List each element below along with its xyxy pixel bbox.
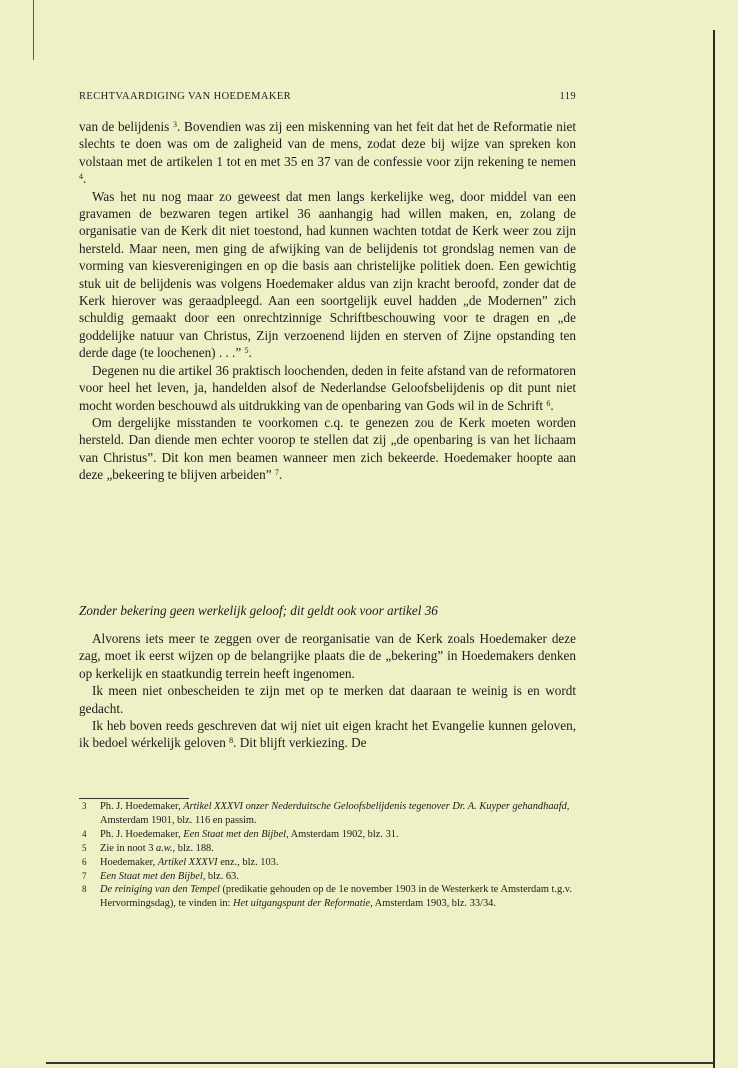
- footnote-ref[interactable]: 5: [244, 346, 249, 356]
- footnote: 8 De reiniging van den Tempel (predikatie gehouden op de 1e november 1903 in de Westerkerk te Amsterdam t.g.v. Hervormingsdag), te vinden in: Het uitgangspunt der Reformatie, Amsterdam 1903, blz. 33/34.: [82, 884, 572, 910]
- footnote-number: 6: [82, 856, 87, 867]
- paragraph: Om dergelijke misstanden te voorkomen c.q. te genezen zou de Kerk moeten worden hersteld. Dan diende men echter voorop te stellen dat zij „de openbaring is van het lichaam van Christus”. Dit kon men beamen wanneer men zich bekeerde. Hoedemaker hoopte aan deze „bekeering te blijven arbeiden” $^7$.: [79, 414, 576, 483]
- paragraph: Ik meen niet onbescheiden te zijn met op te merken dat daaraan te weinig is en wordt gedacht.: [79, 683, 576, 716]
- footnotes: [79, 800, 576, 911]
- scan-edge-bottom: [46, 1062, 714, 1064]
- footnote: 6 Hoedemaker, Artikel XXXVI enz., blz. 103.: [82, 856, 279, 868]
- paragraph: van de belijdenis $^3$. Bovendien was zij een miskenning van het feit dat het de Reformatie niet slechts te doen was om de zaligheid van de mens, zodat deze bij wijze van spreken kon volstaan met de artikelen 1 tot en met 35 en 37 van de confessie voor zijn rekening te nemen $^4$.: [79, 119, 577, 187]
- footnote-ref[interactable]: 7: [274, 468, 279, 478]
- footnote-divider: [79, 798, 189, 799]
- footnote: 3 Ph. J. Hoedemaker, Artikel XXXVI onzer Nederduitsche Geloofsbelijdenis tegenover Dr. A. Kuyper gehandhaafd, Amsterdam 1901, blz. 116 en passim.: [82, 801, 570, 826]
- footnote-number: 4: [82, 828, 87, 839]
- footnote: 5 Zie in noot 3 a.w., blz. 188.: [82, 842, 214, 854]
- paragraph: Ik heb boven reeds geschreven dat wij niet uit eigen kracht het Evangelie kunnen geloven, ik bedoel wérkelijk geloven $^8$. Dit blijft verkiezing. De: [79, 718, 576, 751]
- scan-edge-left: [33, 0, 34, 60]
- scan-edge-right: [713, 30, 715, 1068]
- paragraph: Degenen nu die artikel 36 praktisch loochenden, deden in feite afstand van de reformatoren voor heel het leven, ja, handelden alsof de Nederlandse Geloofsbelijdenis op dit punt niet mocht worden beschouwd als uitdrukking van de openbaring van Gods wil in de Schrift $^6$.: [79, 362, 576, 413]
- paragraph: Alvorens iets meer te zeggen over de reorganisatie van de Kerk zoals Hoedemaker deze zag, moet ik eerst wijzen op de belangrijke plaats die de „bekering” in Hoedemakers denken op kerkelijk en staatkundig terrein heeft ingenomen.: [79, 631, 576, 681]
- body-text: [79, 118, 576, 484]
- paragraph: Was het nu nog maar zo geweest dat men langs kerkelijke weg, door middel van een gravamen de bezwaren tegen artikel 36 aanhangig had willen maken, en, zolang de organisatie van de Kerk dit niet toestond, had kunnen wachten totdat de Kerk weer zou zijn hersteld. Maar neen, men ging de afwijking van de belijdenis tot grondslag nemen van de vorming van kiesverenigingen en op die basis aan christelijke politiek doen. Een gewichtig stuk uit de belijdenis was volgens Hoedemaker aldus van zijn kracht beroofd, zonder dat de Kerk hierover was geraadpleegd. Aan een soortgelijk euvel hadden „de Modernen” zich schuldig gemaakt door een onrechtzinnige Schriftbeschouwing voor te dragen en „de goddelijke natuur van Christus, Zijn verzoenend lijden en sterven of Zijne opstanding ten derde dage (te loochenen) . . .” $^5$.: [79, 188, 576, 361]
- footnote: 7 Een Staat met den Bijbel, blz. 63.: [82, 870, 239, 882]
- running-title: RECHTVAARDIGING VAN HOEDEMAKER: [79, 91, 292, 102]
- footnote-ref[interactable]: 6: [546, 398, 551, 408]
- footnote-ref[interactable]: 3: [172, 120, 177, 129]
- footnote-number: 7: [82, 870, 87, 881]
- running-header: [79, 91, 576, 107]
- footnote-ref[interactable]: 8: [229, 736, 234, 746]
- section-heading: Zonder bekering geen werkelijk geloof; dit geldt ook voor artikel 36: [79, 603, 438, 618]
- page-number: 119: [559, 91, 576, 102]
- footnote-number: 8: [82, 884, 87, 895]
- footnote-ref[interactable]: 4: [79, 172, 83, 182]
- footnote-number: 5: [82, 842, 87, 853]
- body-text-section: [79, 630, 576, 752]
- footnote-number: 3: [82, 801, 87, 811]
- footnote: 4 Ph. J. Hoedemaker, Een Staat met den Bijbel, Amsterdam 1902, blz. 31.: [82, 828, 399, 840]
